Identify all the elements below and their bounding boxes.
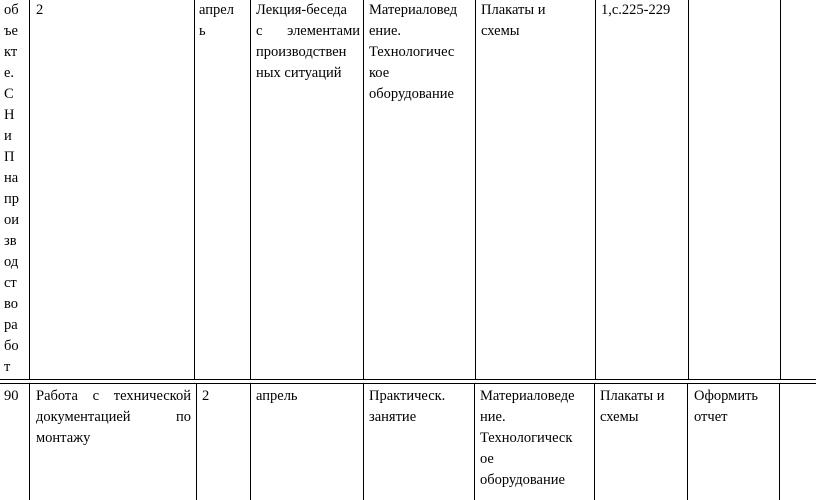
topic-fragment: ъе (4, 23, 18, 39)
form-line-justified (256, 21, 360, 42)
row1-divider-5 (475, 0, 476, 380)
row1-bottom-border (0, 379, 816, 380)
visual-line: Плакаты и (481, 2, 546, 18)
topic-fragment: пр (4, 191, 20, 207)
hours-value: 2 (202, 388, 210, 404)
material-line: ение. (369, 23, 402, 39)
row1-divider-4 (363, 0, 364, 380)
visual-line: схемы (481, 23, 520, 39)
form-line: производствен (256, 44, 347, 60)
topic-fragment: зв (4, 233, 17, 249)
material-line: Материаловед (369, 2, 458, 18)
row1-month-cell (199, 0, 234, 42)
form-line: Лекция-беседа (256, 2, 347, 18)
material-line: кое (369, 65, 390, 81)
row1-divider-6 (595, 0, 596, 380)
row1-visual-cell (481, 0, 546, 42)
row2-top-border (0, 383, 816, 384)
homework-line: Оформить (694, 388, 759, 404)
row1-topic-cell (4, 0, 28, 378)
row2-divider-4 (363, 383, 364, 500)
form-line: ных ситуаций (256, 65, 342, 81)
month-line: ь (199, 23, 206, 39)
row2-divider-5 (474, 383, 475, 500)
row1-divider-1 (29, 0, 30, 380)
row1-divider-2 (194, 0, 195, 380)
hours-value: 2 (36, 2, 44, 18)
topic-word: технической (113, 388, 191, 404)
row1-divider-8 (780, 0, 781, 380)
topic-fragment: кт (4, 44, 18, 60)
topic-fragment: од (4, 254, 19, 270)
topic-fragment: бо (4, 338, 19, 354)
topic-word: Работа (36, 388, 78, 404)
row2-divider-1 (29, 383, 30, 500)
topic-fragment: Н (4, 107, 15, 123)
material-line: Технологическ (480, 430, 573, 446)
row2-number-cell (4, 386, 19, 407)
material-line: ние. (480, 409, 506, 425)
topic-fragment: ст (4, 275, 17, 291)
row2-month-cell (256, 386, 298, 407)
topic-word: документацией (36, 409, 131, 425)
month-value: апрель (256, 388, 298, 404)
row2-topic-cell (36, 386, 191, 449)
row2-divider-2 (196, 383, 197, 500)
row1-material-cell (369, 0, 457, 105)
row2-material-cell (480, 386, 575, 491)
visual-line: Плакаты и (600, 388, 665, 404)
topic-fragment: П (4, 149, 15, 165)
form-word: с (256, 23, 263, 39)
topic-fragment: на (4, 170, 19, 186)
row2-divider-6 (594, 383, 595, 500)
topic-fragment: во (4, 296, 18, 312)
material-line: оборудование (480, 472, 565, 488)
topic-fragment: е. (4, 65, 15, 81)
material-line: Технологичес (369, 44, 455, 60)
topic-word: по (175, 409, 191, 425)
form-word: элементами (287, 23, 360, 39)
topic-fragment: ои (4, 212, 20, 228)
form-line: занятие (369, 409, 417, 425)
material-line: Материаловеде (480, 388, 575, 404)
row2-divider-8 (779, 383, 780, 500)
row2-form-cell (369, 386, 445, 428)
row1-literature-cell (601, 0, 670, 21)
topic-line-justified (36, 407, 191, 428)
topic-word: с (92, 388, 100, 404)
material-line: ое (480, 451, 494, 467)
literature-value: 1,с.225-229 (601, 2, 671, 18)
row1-divider-7 (688, 0, 689, 380)
row2-visual-cell (600, 386, 665, 428)
row1-hours-cell (36, 0, 43, 21)
topic-line: монтажу (36, 430, 91, 446)
row2-homework-cell (694, 386, 758, 428)
month-line: апрел (199, 2, 234, 18)
material-line: оборудование (369, 86, 454, 102)
homework-line: отчет (694, 409, 728, 425)
row-number: 90 (4, 388, 19, 404)
row2-hours-cell (202, 386, 209, 407)
topic-fragment: С (4, 86, 14, 102)
visual-line: схемы (600, 409, 639, 425)
topic-line-justified (36, 386, 191, 407)
topic-fragment: и (4, 128, 12, 144)
row2-divider-7 (687, 383, 688, 500)
form-line: Практическ. (369, 388, 446, 404)
row1-divider-3 (250, 0, 251, 380)
row1-form-cell (256, 0, 360, 84)
topic-fragment: т (4, 359, 11, 375)
row2-divider-3 (250, 383, 251, 500)
topic-fragment: ра (4, 317, 18, 333)
topic-fragment: об (4, 2, 19, 18)
